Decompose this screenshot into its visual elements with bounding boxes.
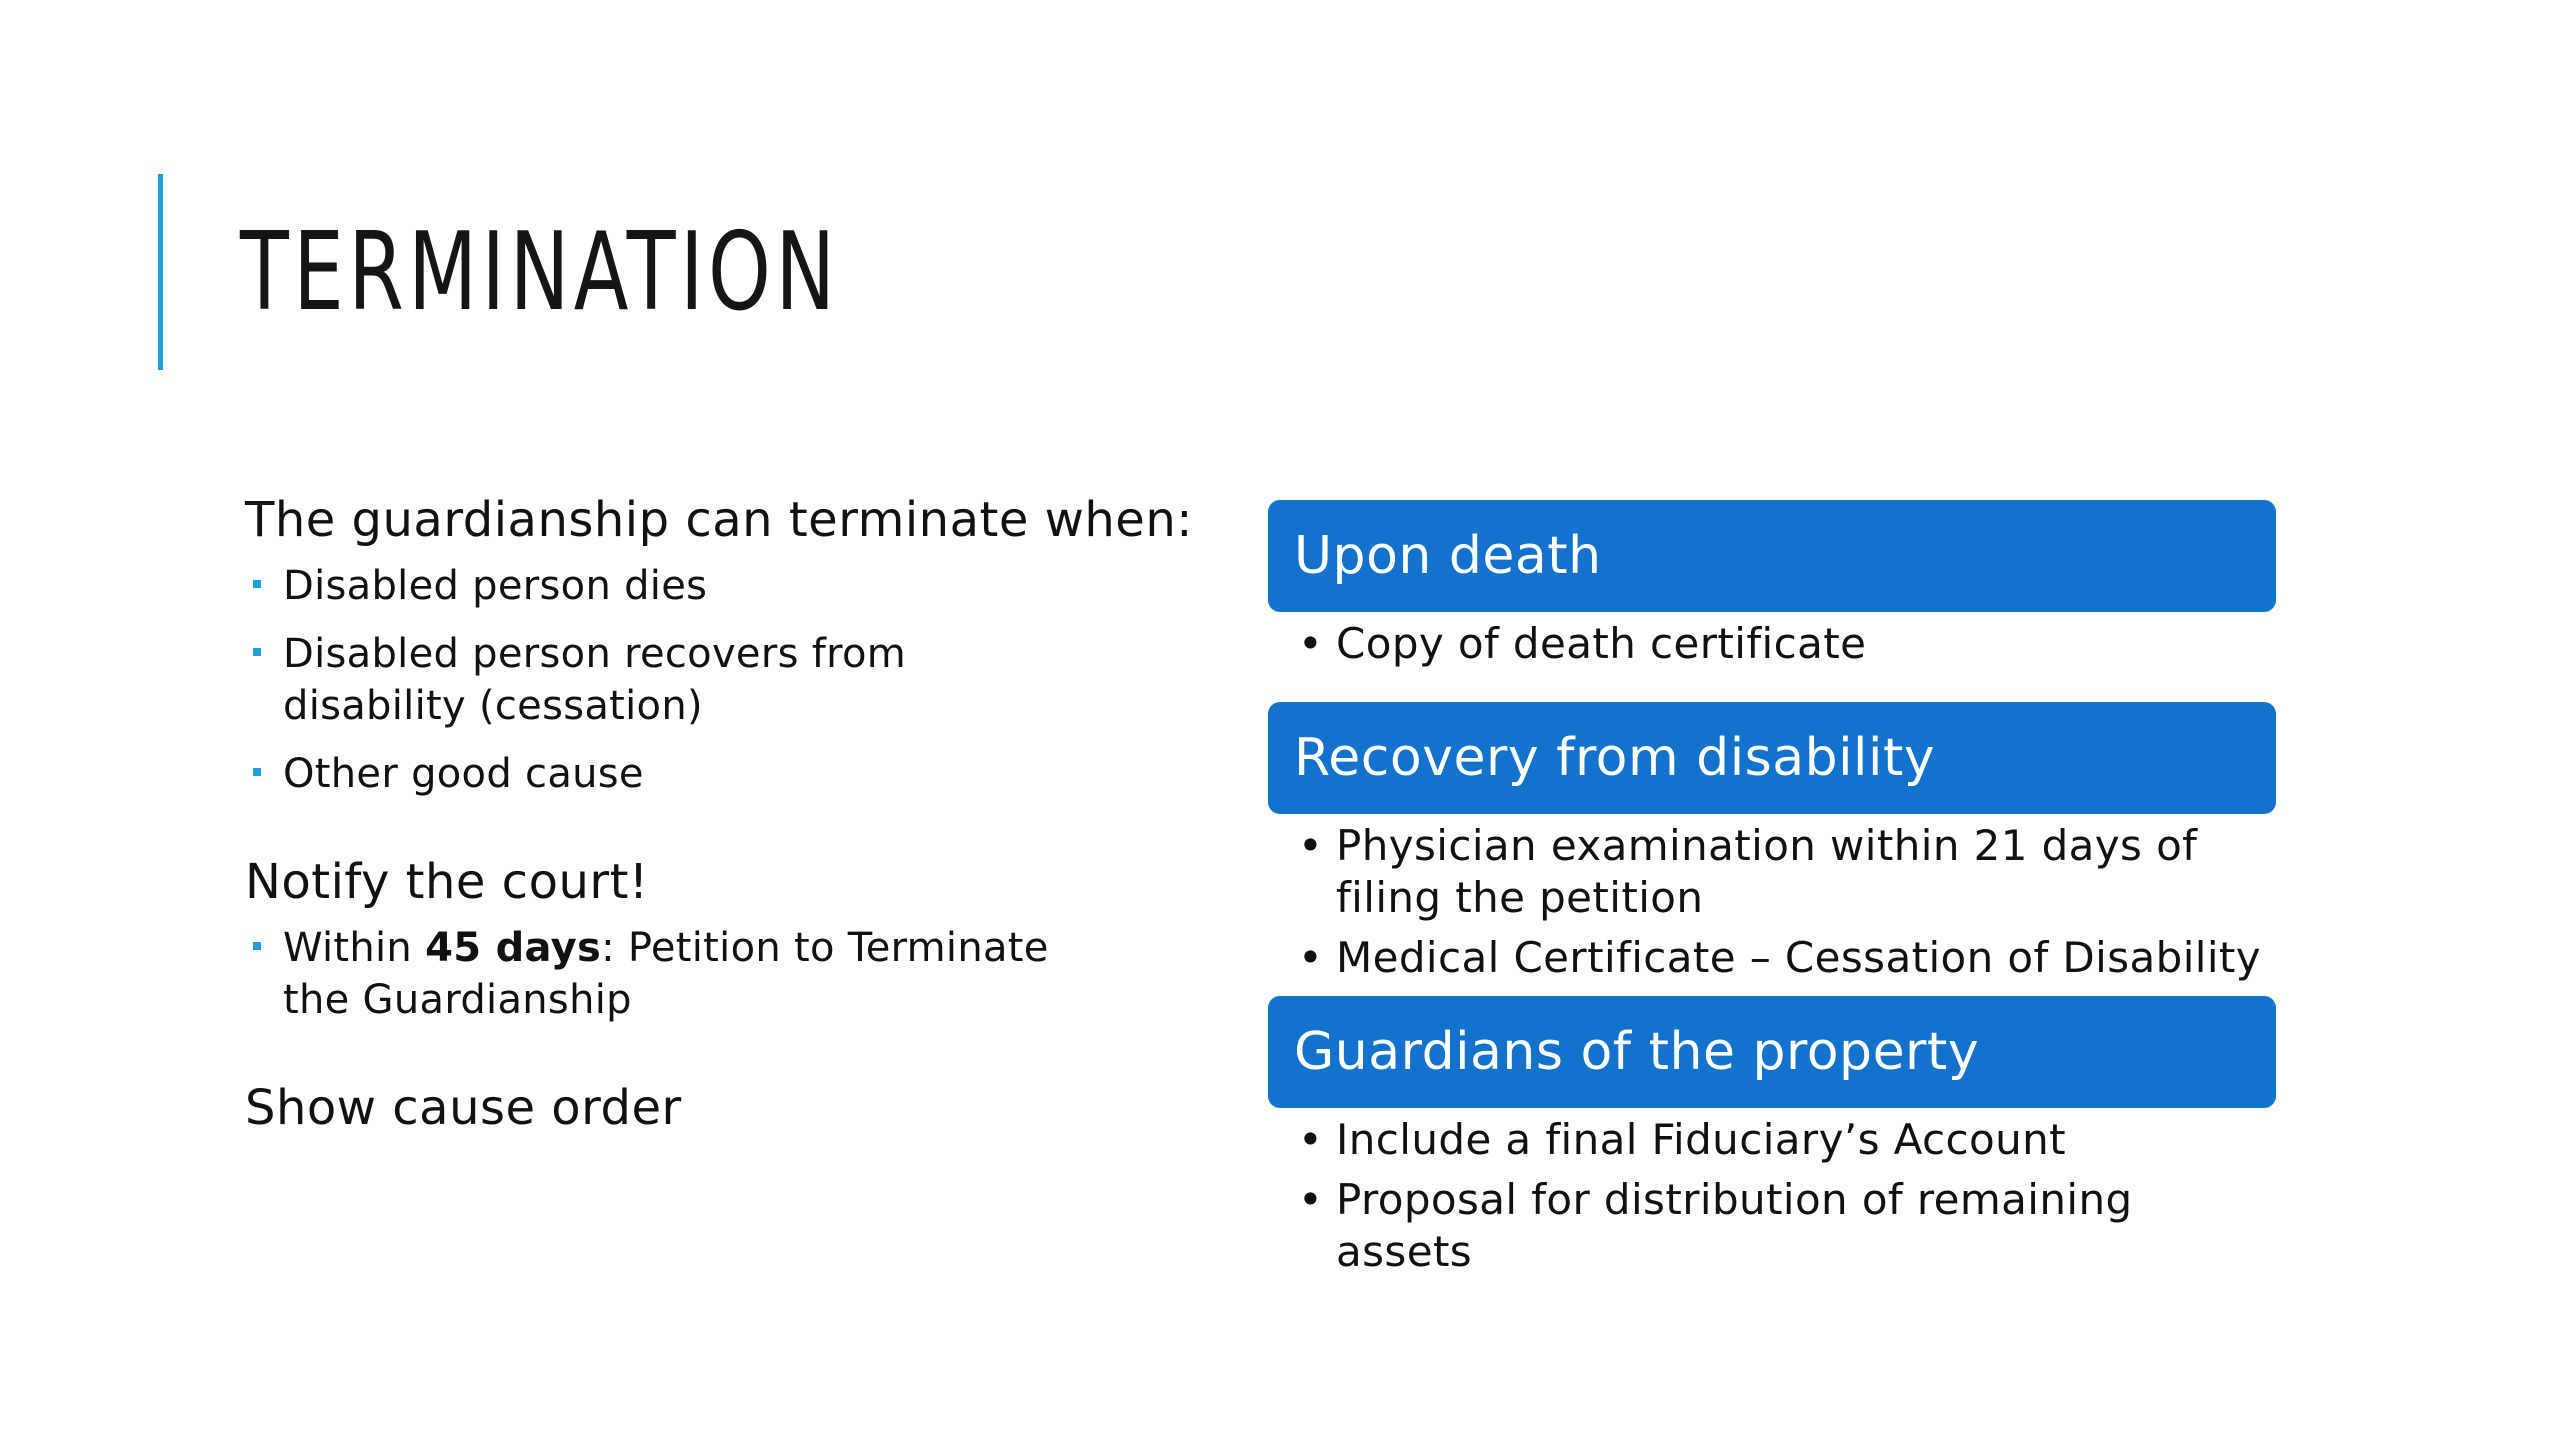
- square-bullet-icon: [253, 648, 261, 656]
- list-item: [1268, 618, 2276, 670]
- list-item-text: Other good cause: [283, 751, 644, 797]
- list-item-text: Disabled person recovers from disability (cessation): [283, 631, 907, 729]
- bullet-dot-icon: •: [1298, 619, 1324, 668]
- list-item-text: Proposal for distribution of remaining assets: [1336, 1175, 2133, 1276]
- title-accent-bar: [158, 174, 163, 370]
- notify-heading: Notify the court!: [245, 854, 649, 910]
- list-item-text: Include a final Fiduciary’s Account: [1336, 1115, 2066, 1164]
- list-item: [245, 560, 1205, 612]
- list-item: [1268, 1174, 2276, 1278]
- list-item: [1268, 932, 2276, 984]
- square-bullet-icon: [253, 942, 261, 950]
- recovery-list: [1268, 820, 2276, 984]
- square-bullet-icon: [253, 768, 261, 776]
- section-banner-recovery: Recovery from disability: [1268, 702, 2276, 814]
- bullet-dot-icon: •: [1298, 821, 1324, 870]
- list-item-text: [283, 922, 1103, 1026]
- bullet-dot-icon: •: [1298, 1115, 1324, 1164]
- list-item-text: Physician examination within 21 days of filing the petition: [1336, 821, 2198, 922]
- terminate-heading: The guardianship can terminate when:: [245, 492, 1193, 548]
- list-item-text: Copy of death certificate: [1336, 619, 1867, 668]
- notify-list: [245, 922, 1205, 1026]
- section-banner-upon-death: Upon death: [1268, 500, 2276, 612]
- list-item-text: Disabled person dies: [283, 563, 708, 609]
- square-bullet-icon: [253, 580, 261, 588]
- section-banner-guardians-property: Guardians of the property: [1268, 996, 2276, 1108]
- list-item-text: Medical Certificate – Cessation of Disability: [1336, 933, 2262, 982]
- bullet-dot-icon: •: [1298, 933, 1324, 982]
- upon-death-list: [1268, 618, 2276, 670]
- list-item: [245, 922, 1205, 1026]
- guardians-property-list: [1268, 1114, 2276, 1278]
- right-column: [1268, 500, 2276, 1278]
- list-item: [1268, 1114, 2276, 1166]
- bullet-dot-icon: •: [1298, 1175, 1324, 1224]
- terminate-reasons-list: [245, 560, 1205, 800]
- show-cause-heading: Show cause order: [245, 1080, 682, 1136]
- notify-suffix: : Petition to Terminate the Guardianship: [283, 925, 1049, 1023]
- slide-title: TERMINATION: [240, 210, 840, 335]
- list-item: [245, 628, 1205, 732]
- left-column: [245, 490, 1205, 1138]
- list-item: [245, 748, 1205, 800]
- list-item: [1268, 820, 2276, 924]
- notify-prefix: Within: [283, 925, 426, 971]
- notify-days: 45 days: [425, 925, 602, 971]
